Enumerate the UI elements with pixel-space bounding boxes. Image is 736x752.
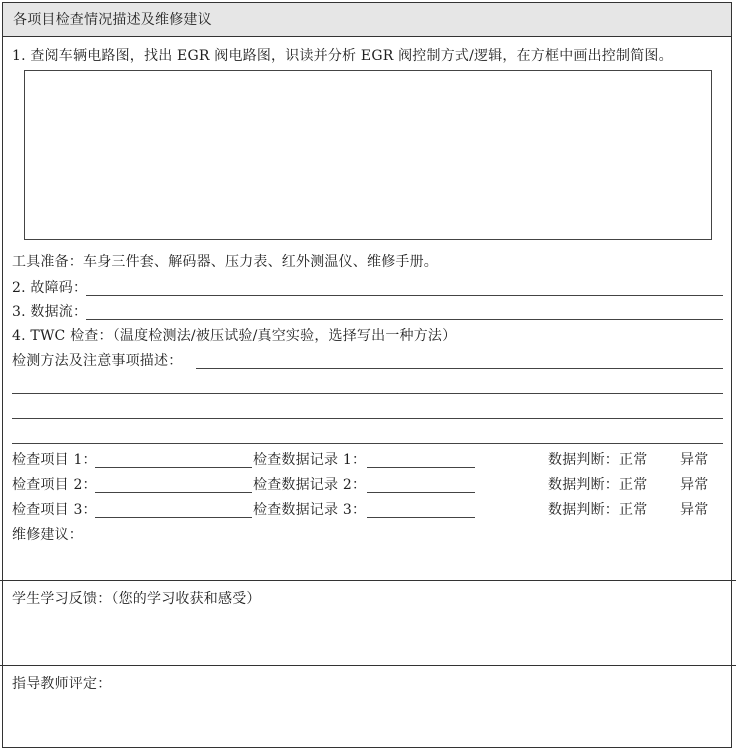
judge-normal-label[interactable]: 数据判断：正常	[548, 452, 648, 468]
data-stream-label: 3. 数据流：	[12, 304, 88, 320]
repair-advice-label: 维修建议：	[12, 527, 83, 543]
check-item-line[interactable]	[95, 492, 252, 493]
tools-prep-text: 工具准备：车身三件套、解码器、压力表、红外测温仪、维修手册。	[12, 254, 438, 270]
check-record-line[interactable]	[367, 467, 475, 468]
twc-method-line-4[interactable]	[12, 443, 723, 444]
judge-normal-label[interactable]: 数据判断：正常	[548, 502, 648, 518]
data-stream-line[interactable]	[86, 319, 723, 320]
judge-abnormal-label[interactable]: 异常	[680, 477, 709, 493]
judge-abnormal-label[interactable]: 异常	[680, 502, 709, 518]
task1-instruction: 1. 查阅车辆电路图，找出 EGR 阀电路图，识读并分析 EGR 阀控制方式/逻辑，在方框中画出控制简图。	[12, 48, 673, 64]
check-record-line[interactable]	[367, 492, 475, 493]
judge-normal-label[interactable]: 数据判断：正常	[548, 477, 648, 493]
fault-code-label: 2. 故障码：	[12, 280, 88, 296]
check-item-label: 检查项目 1：	[12, 452, 97, 468]
judge-abnormal-label[interactable]: 异常	[680, 452, 709, 468]
check-item-label: 检查项目 3：	[12, 502, 97, 518]
twc-method-label: 检测方法及注意事项描述：	[12, 353, 183, 369]
twc-check-label: 4. TWC 检查：（温度检测法/被压试验/真空实验，选择写出一种方法）	[12, 328, 457, 344]
diagram-drawing-box[interactable]	[24, 70, 712, 240]
check-item-label: 检查项目 2：	[12, 477, 97, 493]
check-record-label: 检查数据记录 1：	[253, 452, 367, 468]
check-record-line[interactable]	[367, 517, 475, 518]
twc-method-line-1[interactable]	[196, 368, 723, 369]
section-divider-teacher	[0, 665, 736, 666]
check-record-label: 检查数据记录 2：	[253, 477, 367, 493]
check-record-label: 检查数据记录 3：	[253, 502, 367, 518]
check-item-line[interactable]	[95, 517, 252, 518]
fault-code-line[interactable]	[86, 295, 723, 296]
form-title: 各项目检查情况描述及维修建议	[13, 12, 212, 28]
twc-method-line-2[interactable]	[12, 393, 723, 394]
teacher-evaluation-label: 指导教师评定：	[12, 676, 112, 692]
student-feedback-label: 学生学习反馈：（您的学习收获和感受）	[12, 591, 261, 607]
form-header	[3, 3, 731, 37]
section-divider-feedback	[0, 580, 736, 581]
check-item-line[interactable]	[95, 467, 252, 468]
twc-method-line-3[interactable]	[12, 418, 723, 419]
